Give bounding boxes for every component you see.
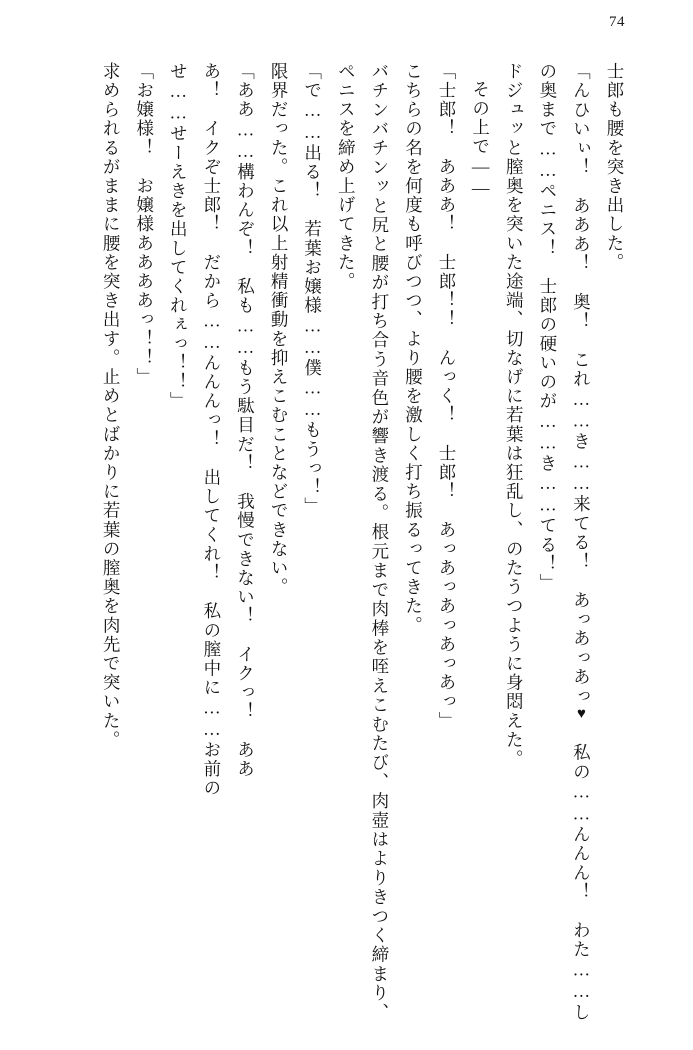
body-paragraph: 「で……出る！ 若葉お嬢様……僕……もうっ！」 xyxy=(302,62,323,517)
body-paragraph: 「ああ……構わんぞ！ 私も……もう駄目だ！ 我慢できない！ イクっ！ ああ xyxy=(235,62,256,779)
page-number: 74 xyxy=(609,14,625,30)
body-paragraph: バチンバチンッと尻と腰が打ち合う音色が響き渡る。根元まで肉棒を咥えこむたび、肉壺はよりきつく締まり、ペニスを締め上げてきた。 xyxy=(336,62,390,1022)
body-paragraph: こちらの名を何度も呼びつつ、より腰を激しく打ち振るってきた。 xyxy=(403,62,424,635)
page-text-body xyxy=(44,62,631,1022)
body-paragraph: 「お嬢様！ お嬢様ああああっ！！」 xyxy=(134,62,155,387)
body-paragraph: 「士郎！ あああ！ 士郎！！ んっく！ 士郎！ あっあっあっあっあっ」 xyxy=(437,62,458,731)
body-paragraph: せ……せーえきを出してくれぇっ！！」 xyxy=(168,62,189,411)
body-paragraph: 士郎も腰を突き出した。 xyxy=(605,62,625,273)
body-paragraph: その上で―― xyxy=(470,79,491,200)
heart-icon: ♥ xyxy=(573,706,590,724)
body-paragraph: 「んひいぃ！ あああ！ 奥！ これ……き……来てる！ あっあっあっ♥ 私の……んんん！ わた……しの奥まで……ペニス！ 士郎の硬いのが……き……てる！」 xyxy=(530,62,597,1022)
body-paragraph: ドジュッと膣奥を突いた途端、切なげに若葉は狂乱し、のたうつように身悶えた。 xyxy=(504,62,525,769)
body-paragraph: 求められるがままに腰を突き出す。止めとばかりに若葉の膣奥を肉先で突いた。 xyxy=(101,62,122,750)
body-paragraph: あ！ イクぞ士郎！ だから……んんんっ！ 出してくれ！ 私の膣中に……お前の xyxy=(201,62,222,798)
body-paragraph: 限界だった。これ以上射精衝動を抑えこむことなどできない。 xyxy=(269,62,290,597)
